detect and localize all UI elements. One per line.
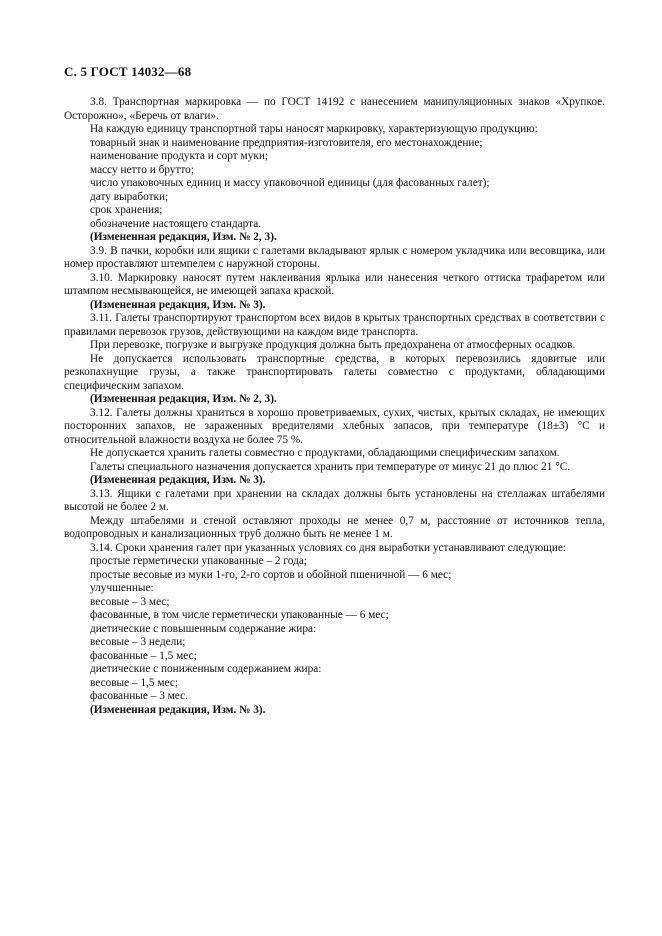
list-item: На каждую единицу транспортной тары наносят маркировку, характеризующую продукцию:	[90, 123, 538, 135]
list-item: весовые – 3 недели;	[90, 636, 186, 648]
paragraph: 3.13. Ящики с галетами при хранении на складах должны быть установлены на стеллажах штабелями высотой не более 2 м.	[64, 487, 605, 513]
paragraph: 3.9. В пачки, коробки или ящики с галетами вкладывают ярлык с номером укладчика или весовщика, или номер проставляют штемпелем с наружной стороны.	[64, 244, 605, 270]
document-body	[64, 96, 605, 717]
list-item: товарный знак и наименование предприятия-изготовителя, его местонахождение;	[90, 136, 483, 149]
paragraph: 3.8. Транспортная маркировка — по ГОСТ 14192 с нанесением манипуляционных знаков «Хрупкое. Осторожно», «Беречь от влаги».	[64, 96, 605, 122]
page-header: С. 5 ГОСТ 14032—68	[64, 64, 192, 79]
list-item: обозначение настоящего стандарта.	[90, 217, 262, 230]
list-item: срок хранения;	[90, 204, 163, 216]
paragraph: 3.12. Галеты должны храниться в хорошо проветриваемых, сухих, чистых, крытых складах, не имеющих посторонних запахов, не зараженных вредителями хлебных запасов, при температуре (18±3) °С и относительной влажности воздуха не более 75 %.	[64, 406, 605, 446]
list-item: простые весовые из муки 1-го, 2-го сортов и обойной пшеничной — 6 мес;	[90, 568, 452, 581]
paragraph: Не допускается хранить галеты совместно с продуктами, обладающими специфическим запахом.	[90, 447, 560, 459]
list-item: фасованные – 3 мес.	[90, 690, 188, 702]
paragraph: Не допускается использовать транспортные средства, в которых перевозились ядовитые или резкопахнущие грузы, а также транспортировать галеты совместно с продуктами, обладающими специфическим запахом.	[64, 352, 605, 392]
list-item: фасованные, в том числе герметически упакованные — 6 мес;	[90, 609, 389, 621]
list-item: весовые – 1,5 мес;	[90, 676, 179, 689]
paragraph: 3.11. Галеты транспортируют транспортом всех видов в крытых транспортных средствах в соответствии с правилами перевозок грузов, действующими на каждом виде транспорта.	[64, 312, 605, 338]
revision-note: (Измененная редакция, Изм. № 3).	[90, 474, 266, 486]
list-item: фасованные – 1,5 мес;	[90, 649, 197, 662]
revision-note: (Измененная редакция, Изм. № 2, 3).	[90, 393, 277, 405]
paragraph: Между штабелями и стеной оставляют проходы не менее 0,7 м, расстояние от источников тепла, водопроводных и канализационных труб должно быть не менее 1 м.	[64, 514, 605, 540]
list-item: диетические с повышенным содержание жира:	[90, 622, 317, 635]
list-item: наименование продукта и сорт муки;	[90, 150, 269, 162]
paragraph: При перевозке, погрузке и выгрузке продукция должна быть предохранена от атмосферных осадков.	[90, 339, 576, 351]
list-item: простые герметически упакованные – 2 года;	[90, 555, 307, 567]
list-item: диетические с пониженным содержанием жира:	[90, 663, 322, 675]
paragraph: Галеты специального назначения допускается хранить при температуре от минус 21 до плюс 21 °С.	[90, 460, 571, 473]
list-item: улучшенные:	[90, 582, 154, 594]
list-item: массу нетто и брутто;	[90, 163, 194, 176]
list-item: дату выработки;	[90, 190, 169, 203]
revision-note: (Измененная редакция, Изм. № 3).	[90, 298, 266, 311]
paragraph: 3.10. Маркировку наносят путем наклеивания ярлыка или нанесения четкого оттиска трафаретом или штампом несмывающейся, не имеющей запаха краской.	[64, 271, 605, 297]
revision-note: (Измененная редакция, Изм. № 3).	[90, 703, 266, 716]
paragraph: 3.14. Сроки хранения галет при указанных условиях со дня выработки устанавливают следующие:	[90, 541, 567, 554]
list-item: весовые – 3 мес;	[90, 595, 170, 608]
list-item: число упаковочных единиц и массу упаковочной единицы (для фасованных галет);	[90, 177, 490, 189]
revision-note: (Измененная редакция, Изм. № 2, 3).	[90, 231, 277, 243]
